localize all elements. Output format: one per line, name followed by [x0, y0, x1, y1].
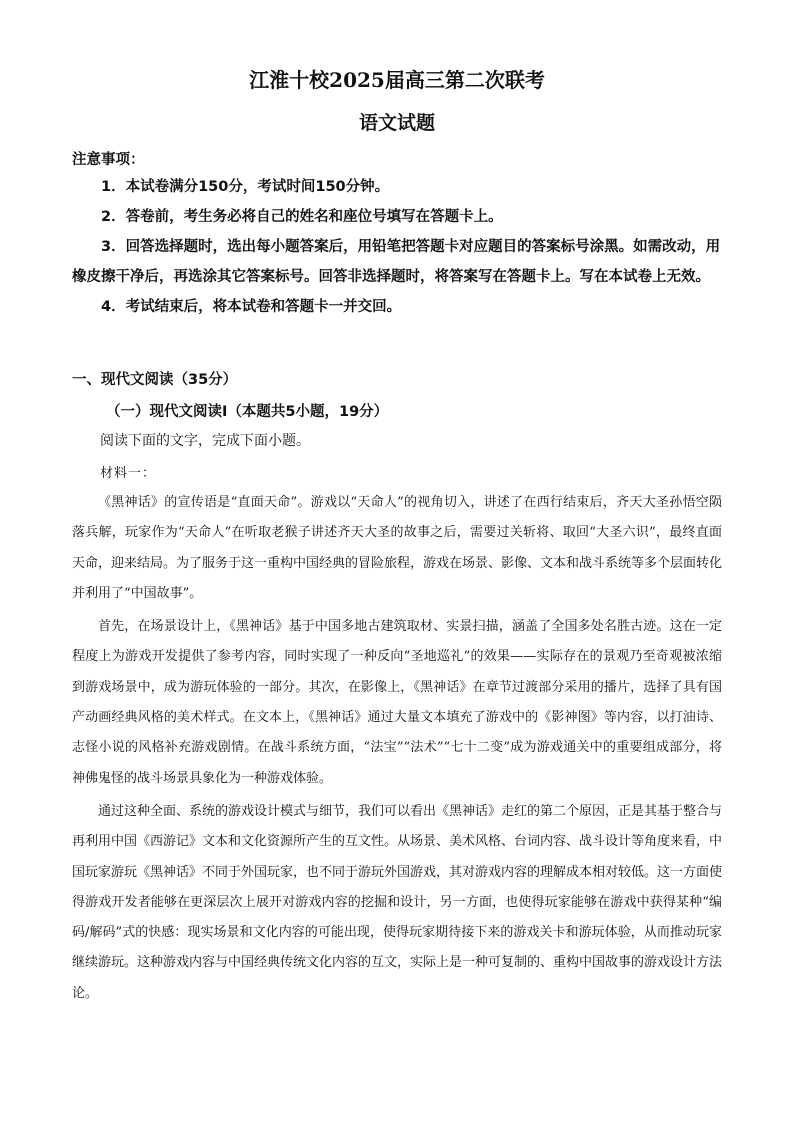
notice-heading: 注意事项：	[72, 152, 145, 168]
notice-item: 2．答卷前，考生务必将自己的姓名和座位号填写在答题卡上。	[101, 209, 503, 225]
notice-list	[72, 172, 722, 322]
exam-title: 江淮十校2025届高三第二次联考	[249, 68, 545, 92]
notice-item: 1．本试卷满分150分，考试时间150分钟。	[101, 179, 390, 195]
exam-subject: 语文试题	[358, 112, 435, 134]
notice-item: 4．考试结束后，将本试卷和答题卡一并交回。	[101, 299, 402, 315]
article-paragraph: 《黑神话》的宣传语是“直面天命”。游戏以“天命人”的视角切入，讲述了在西行结束后，齐天大圣孙悟空陨落兵解，玩家作为“天命人”在听取老猴子讲述齐天大圣的故事之后，需要过关斩将、取回“大圣六识”，最终直面天命，迎来结局。为了服务于这一重构中国经典的冒险旅程，游戏在场景、影像、文本和战斗系统等多个层面转化并利用了“中国故事”。	[72, 495, 723, 601]
reading-instruction: 阅读下面的文字，完成下面小题。	[100, 433, 310, 449]
article-body	[72, 488, 722, 1012]
article-paragraph: 通过这种全面、系统的游戏设计模式与细节，我们可以看出《黑神话》走红的第二个原因，正是其基于整合与再利用中国《西游记》文本和文化资源所产生的互文性。从场景、美术风格、台词内容、战斗设计等角度来看，中国玩家游玩《黑神话》不同于外国玩家，也不同于游玩外国游戏，其对游戏内容的理解成本相对较低。这一方面使得游戏开发者能够在更深层次上展开对游戏内容的挖掘和设计，另一方面，也使得玩家能够在游戏中获得某种“编码/解码”式的快感：现实场景和文化内容的可能出现，使得玩家期待接下来的游戏关卡和游玩体验，从而推动玩家继续游玩。这种游戏内容与中国经典传统文化内容的互文，实际上是一种可复制的、重构中国故事的游戏设计方法论。	[72, 803, 723, 1001]
material-label: 材料一：	[100, 466, 157, 481]
notice-item: 3．回答选择题时，选出每小题答案后，用铅笔把答题卡对应题目的答案标号涂黑。如需改动，用橡皮擦干净后，再选涂其它答案标号。回答非选择题时，将答案写在答题卡上。写在本试卷上无效。	[72, 239, 721, 285]
article-paragraph: 首先，在场景设计上，《黑神话》基于中国多地古建筑取材、实景扫描，涵盖了全国多处名胜古迹。这在一定程度上为游戏开发提供了参考内容，同时实现了一种反向“圣地巡礼”的效果——实际存在的景观乃至奇观被浓缩到游戏场景中，成为游玩体验的一部分。其次，在影像上，《黑神话》在章节过渡部分采用的播片，选择了具有国产动画经典风格的美术样式。在文本上，《黑神话》通过大量文本填充了游戏中的《影神图》等内容，以打油诗、志怪小说的风格补充游戏剧情。在战斗系统方面，“法宝”“法术”“七十二变”成为游戏通关中的重要组成部分，将神佛鬼怪的战斗场景具象化为一种游戏体验。	[72, 619, 722, 786]
section-title: 一、现代文阅读（35分）	[72, 372, 238, 388]
subsection-title: （一）现代文阅读Ⅰ（本题共5小题，19分）	[106, 404, 389, 420]
